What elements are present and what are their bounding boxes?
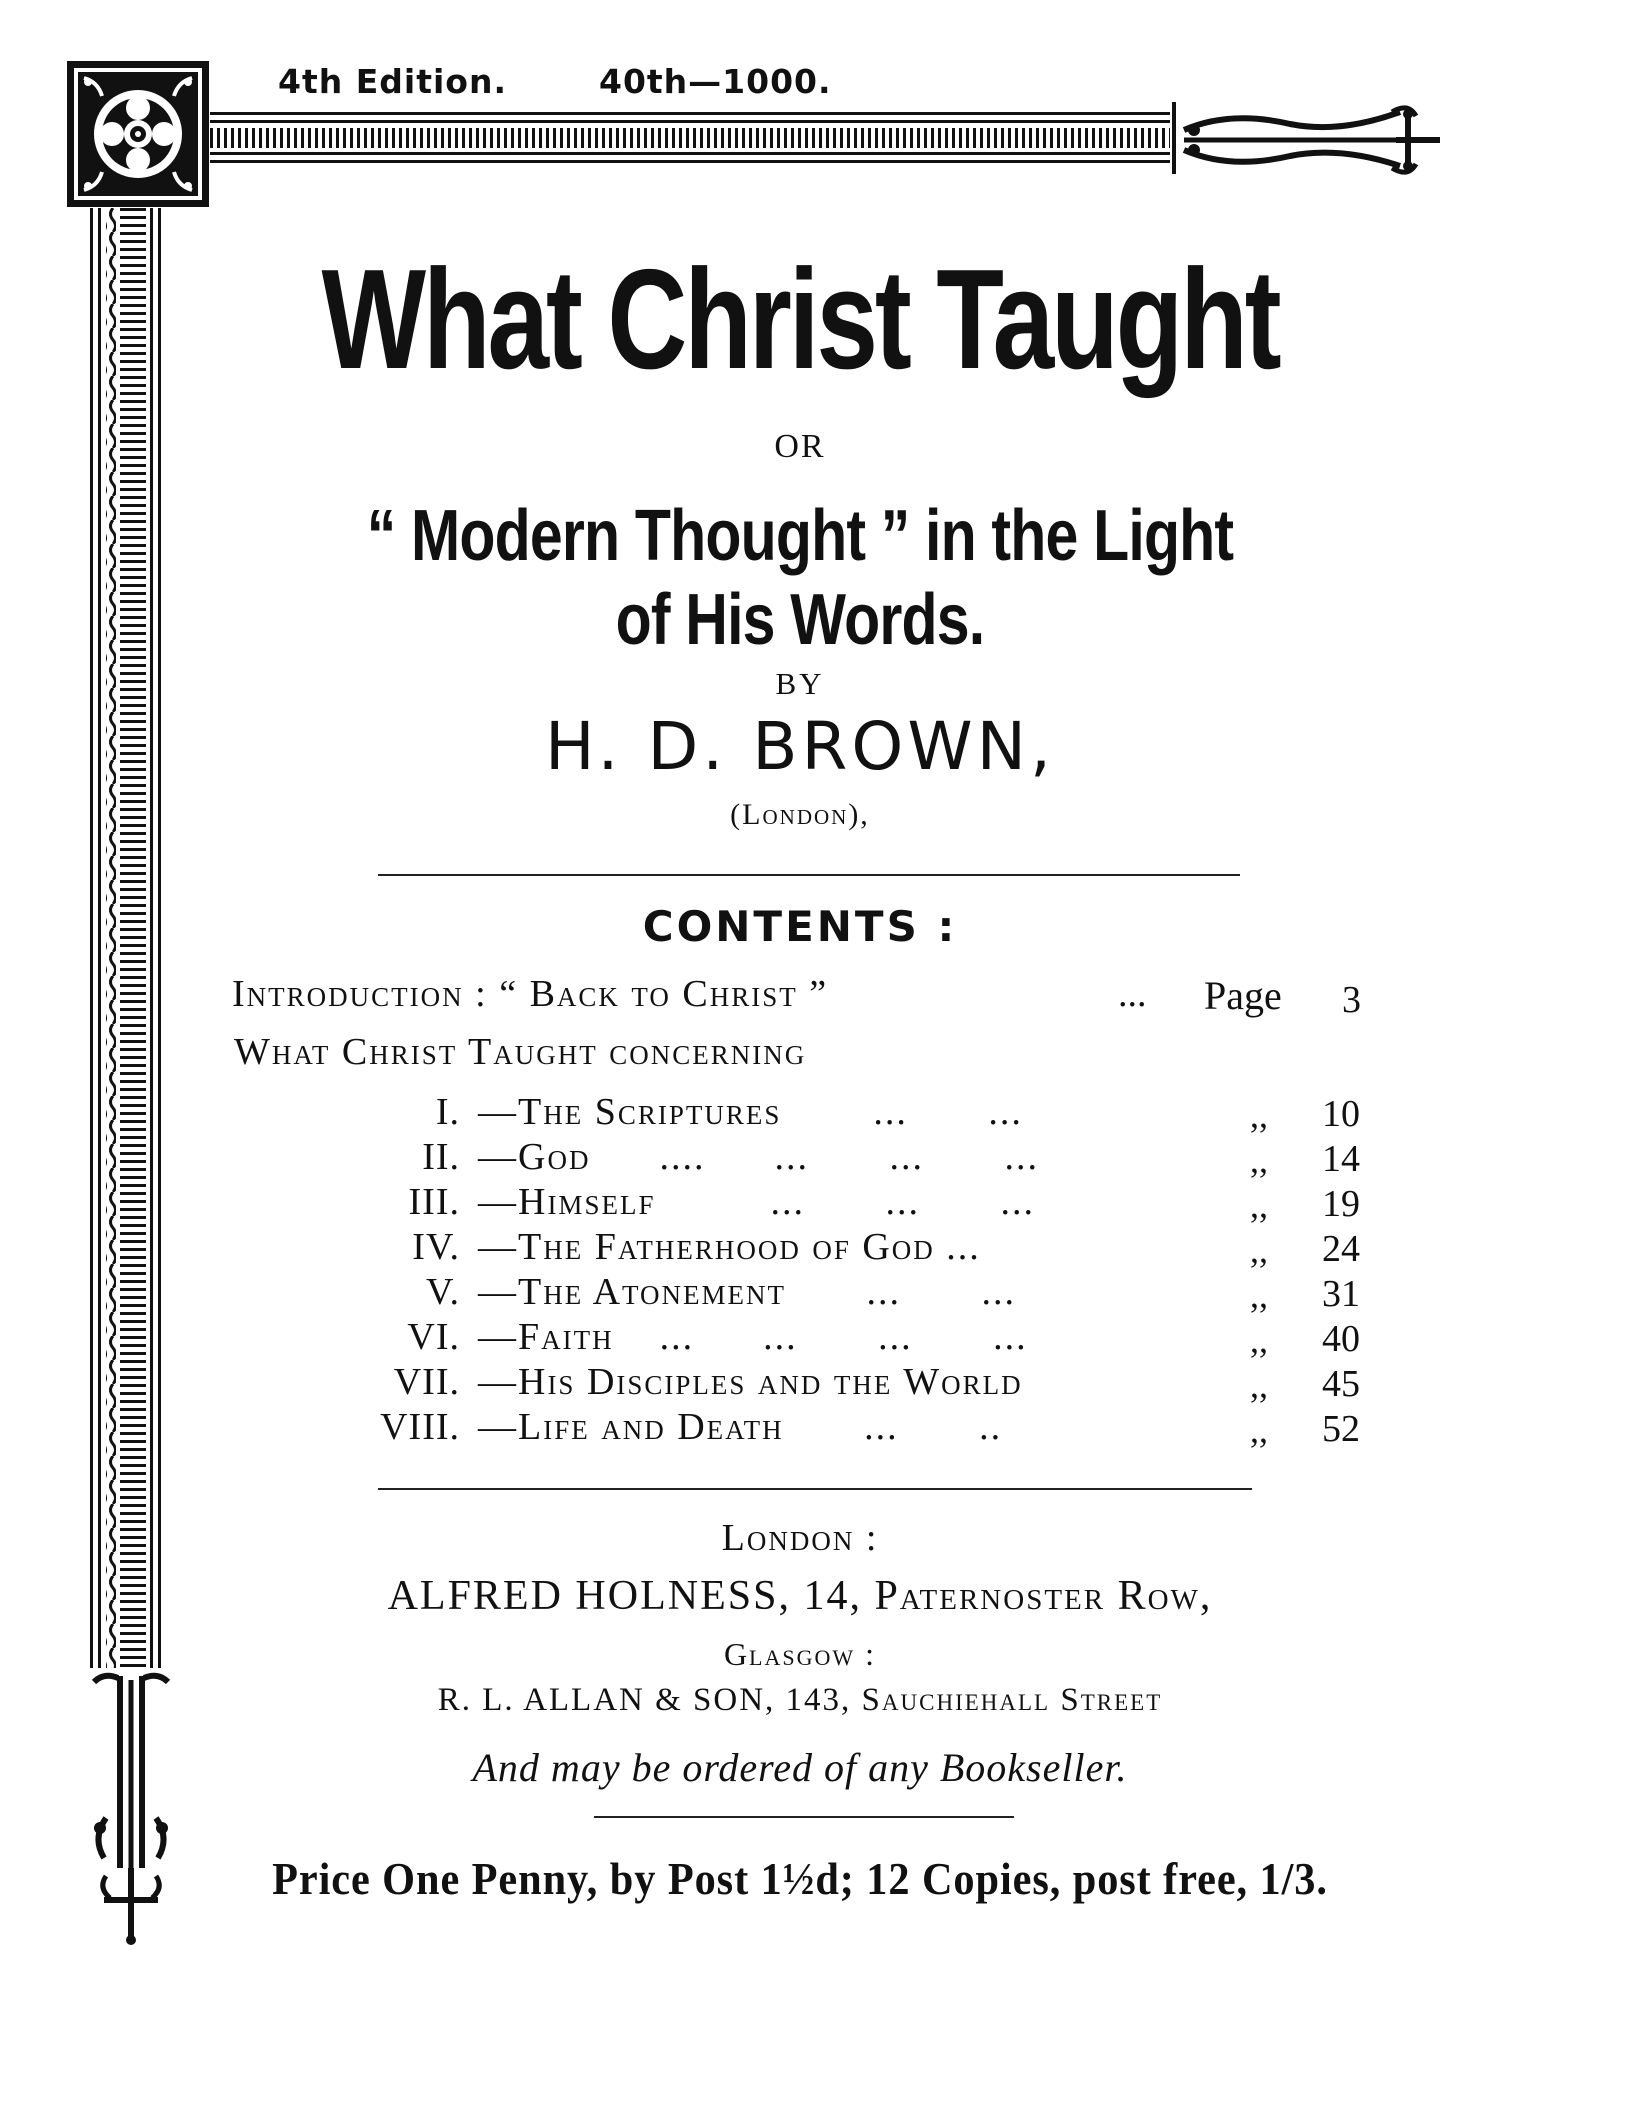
- chapter-number: IV.: [412, 1226, 460, 1268]
- chapter-page: 10: [1322, 1093, 1360, 1135]
- price-line: Price One Penny, by Post 1½d; 12 Copies, post free, 1/3.: [272, 1853, 1328, 1904]
- flourish-icon: [86, 1668, 176, 1950]
- divider: [378, 1488, 1252, 1490]
- chapter-page: 40: [1322, 1318, 1360, 1360]
- chapter-page: 19: [1322, 1183, 1360, 1225]
- chapter-title: —The Fatherhood of God ...: [478, 1226, 981, 1268]
- bookseller-note: And may be ordered of any Bookseller.: [472, 1745, 1128, 1790]
- chapter-title: —Faith ... ... ... ...: [478, 1316, 1028, 1358]
- edition-label: 4th Edition.: [278, 62, 507, 101]
- by-connector: BY: [775, 666, 825, 701]
- publisher-address: R. L. ALLAN & SON, 143, Sauchiehall Street: [437, 1682, 1163, 1718]
- or-connector: OR: [774, 428, 826, 465]
- chapter-title: —The Atonement ... ...: [478, 1271, 1017, 1313]
- toc-entry: [230, 1180, 1380, 1225]
- toc-chapter-list: [230, 1090, 1380, 1450]
- chapter-page: 52: [1322, 1408, 1360, 1450]
- toc-entry: [230, 1360, 1380, 1405]
- divider: [378, 874, 1240, 876]
- divider: [594, 1816, 1014, 1818]
- toc-page-number: 3: [1342, 979, 1361, 1021]
- publisher-city: London :: [721, 1517, 879, 1559]
- ditto-mark: ,,: [1250, 1095, 1268, 1135]
- chapter-number: VIII.: [380, 1406, 460, 1448]
- toc-leader-dots: ...: [1118, 973, 1147, 1015]
- chapter-page: 45: [1322, 1363, 1360, 1405]
- author-location: (London),: [730, 798, 870, 831]
- ditto-mark: ,,: [1250, 1230, 1268, 1270]
- ditto-mark: ,,: [1250, 1320, 1268, 1360]
- chapter-number: III.: [408, 1181, 460, 1223]
- toc-entry: [230, 1135, 1380, 1180]
- chapter-number: II.: [422, 1136, 460, 1178]
- chapter-number: I.: [435, 1091, 460, 1133]
- ditto-mark: ,,: [1250, 1275, 1268, 1315]
- author-name: H. D. BROWN,: [545, 708, 1055, 785]
- chapter-title: —Himself ... ... ...: [478, 1181, 1035, 1223]
- toc-entry: [230, 1315, 1380, 1360]
- chapter-title: —The Scriptures ... ...: [478, 1091, 1023, 1133]
- publisher-city: Glasgow :: [723, 1636, 877, 1672]
- ditto-mark: ,,: [1250, 1410, 1268, 1450]
- subtitle-line: of His Words.: [615, 580, 985, 660]
- contents-heading: CONTENTS :: [642, 902, 958, 951]
- chapter-number: V.: [425, 1271, 460, 1313]
- toc-page-word: Page: [1204, 973, 1282, 1018]
- toc-entry: [230, 1090, 1380, 1135]
- toc-introduction-title: Introduction : “ Back to Christ ”: [232, 973, 829, 1015]
- subtitle: [292, 494, 1309, 662]
- ditto-mark: ,,: [1250, 1185, 1268, 1225]
- toc-entry: [230, 1225, 1380, 1270]
- chapter-number: VII.: [393, 1361, 460, 1403]
- chapter-page: 24: [1322, 1228, 1360, 1270]
- chapter-page: 31: [1322, 1273, 1360, 1315]
- print-run: 40th—1000.: [598, 62, 832, 101]
- toc-entry: [230, 1270, 1380, 1315]
- edition-line: [278, 62, 832, 101]
- ditto-mark: ,,: [1250, 1140, 1268, 1180]
- ornamental-corner-icon: [66, 60, 210, 208]
- flourish-icon: [1170, 100, 1450, 190]
- chapter-title: —Life and Death ... ..: [478, 1406, 1003, 1448]
- chapter-title: —God .... ... ... ...: [478, 1136, 1039, 1178]
- subtitle-line: “ Modern Thought ” in the Light: [366, 496, 1234, 576]
- ditto-mark: ,,: [1250, 1365, 1268, 1405]
- ornamental-border-icon: [210, 112, 1170, 166]
- toc-entry: [230, 1405, 1380, 1450]
- toc-section-heading: What Christ Taught concerning: [234, 1031, 807, 1073]
- chapter-page: 14: [1322, 1138, 1360, 1180]
- chapter-number: VI.: [407, 1316, 460, 1358]
- book-title: What Christ Taught: [321, 240, 1279, 399]
- ornamental-border-icon: [88, 208, 170, 1668]
- chapter-title: —His Disciples and the World: [478, 1361, 1023, 1403]
- publisher-address: ALFRED HOLNESS, 14, Paternoster Row,: [387, 1573, 1213, 1619]
